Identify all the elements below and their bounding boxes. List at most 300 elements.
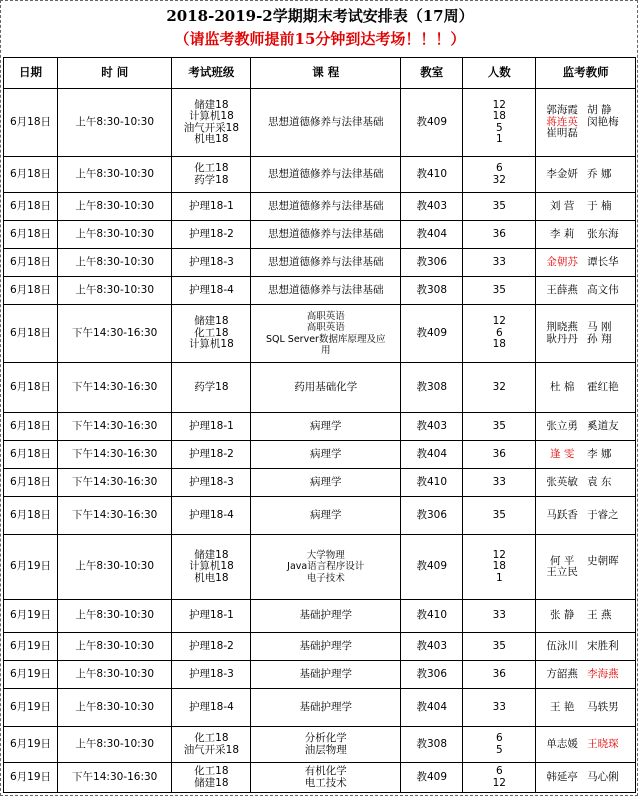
exam-date: 6月19日 xyxy=(4,763,58,793)
invigilator-name: 马轶男 xyxy=(587,700,619,713)
exam-courses xyxy=(251,600,401,633)
invigilators xyxy=(536,497,636,535)
exam-room: 教409 xyxy=(401,535,463,600)
invigilator-line xyxy=(537,334,634,346)
course-name: 电子技术 xyxy=(306,572,345,584)
course-name: SQL Server数据库原理及应 xyxy=(265,333,386,345)
exam-date: 6月18日 xyxy=(4,221,58,249)
exam-counts xyxy=(463,305,536,363)
student-count: 1 xyxy=(495,571,503,584)
class-name: 储建18 xyxy=(194,776,229,789)
exam-courses xyxy=(251,763,401,793)
class-name: 护理18-1 xyxy=(188,419,234,432)
invigilator-name: 宋胜利 xyxy=(587,639,619,652)
student-count: 18 xyxy=(492,338,506,351)
exam-room: 教404 xyxy=(401,441,463,469)
exam-counts xyxy=(463,277,536,305)
exam-counts xyxy=(463,535,536,600)
exam-time: 上午8:30-10:30 xyxy=(58,221,172,249)
course-name: 油层物理 xyxy=(304,743,347,756)
course-name: 用 xyxy=(320,345,331,356)
student-count: 18 xyxy=(492,110,506,122)
course-name: 思想道德修养与法律基础 xyxy=(267,115,384,128)
course-name: 思想道德修养与法律基础 xyxy=(267,255,384,268)
exam-courses xyxy=(251,363,401,413)
exam-counts xyxy=(463,469,536,497)
exam-courses xyxy=(251,535,401,600)
exam-courses xyxy=(251,249,401,277)
exam-room: 教403 xyxy=(401,193,463,221)
course-name: 基础护理学 xyxy=(299,667,352,680)
course-name: 思想道德修养与法律基础 xyxy=(267,167,384,180)
table-row xyxy=(4,535,636,600)
invigilator-name: 逢 雯 xyxy=(549,447,575,460)
invigilator-name: 张 静 xyxy=(549,609,575,622)
exam-courses xyxy=(251,727,401,763)
student-count: 33 xyxy=(492,255,506,268)
student-count: 35 xyxy=(492,199,506,212)
course-name: 药用基础化学 xyxy=(294,380,358,393)
notice-text: （请监考教师提前15分钟到达考场！！！） xyxy=(174,30,466,48)
invigilator-name: 奚道友 xyxy=(587,419,619,432)
invigilator-line xyxy=(537,610,634,622)
student-count: 35 xyxy=(492,639,506,652)
exam-date: 6月19日 xyxy=(4,689,58,727)
exam-time: 上午8:30-10:30 xyxy=(58,689,172,727)
invigilator-name: 马心俐 xyxy=(587,770,619,783)
invigilators xyxy=(536,689,636,727)
exam-classes xyxy=(172,157,251,193)
class-name: 护理18-2 xyxy=(188,447,234,460)
student-count: 32 xyxy=(492,380,506,393)
exam-time: 上午8:30-10:30 xyxy=(58,277,172,305)
table-row xyxy=(4,193,636,221)
exam-courses xyxy=(251,661,401,689)
exam-courses xyxy=(251,633,401,661)
invigilators xyxy=(536,363,636,413)
student-count: 35 xyxy=(492,283,506,296)
exam-courses xyxy=(251,221,401,249)
exam-courses xyxy=(251,689,401,727)
exam-counts xyxy=(463,633,536,661)
table-row xyxy=(4,157,636,193)
invigilator-line xyxy=(537,128,634,140)
invigilator-name: 李海燕 xyxy=(587,667,619,680)
page-title: 2018-2019-2学期期末考试安排表（17周） xyxy=(166,7,474,25)
invigilator-name: 单志媛 xyxy=(546,737,578,750)
exam-room: 教308 xyxy=(401,277,463,305)
table-row xyxy=(4,600,636,633)
exam-courses xyxy=(251,193,401,221)
invigilators xyxy=(536,305,636,363)
exam-courses xyxy=(251,441,401,469)
invigilator-name: 王薛燕 xyxy=(546,283,578,296)
exam-classes xyxy=(172,689,251,727)
exam-courses xyxy=(251,157,401,193)
exam-classes xyxy=(172,469,251,497)
exam-date: 6月19日 xyxy=(4,633,58,661)
exam-time: 下午14:30-16:30 xyxy=(58,763,172,793)
exam-classes xyxy=(172,600,251,633)
exam-classes xyxy=(172,221,251,249)
exam-counts xyxy=(463,363,536,413)
table-row xyxy=(4,763,636,793)
course-name: 思想道德修养与法律基础 xyxy=(267,227,384,240)
class-name: 护理18-3 xyxy=(188,475,234,488)
exam-date: 6月18日 xyxy=(4,497,58,535)
course-name: 病理学 xyxy=(309,419,342,432)
exam-date: 6月18日 xyxy=(4,363,58,413)
invigilator-line xyxy=(537,421,634,433)
invigilator-line xyxy=(537,510,634,522)
header-invigilator: 监考教师 xyxy=(536,58,636,89)
invigilator-name: 崔明磊 xyxy=(546,127,578,140)
course-name: 思想道德修养与法律基础 xyxy=(267,199,384,212)
invigilator-line xyxy=(537,322,634,334)
invigilator-name: 刘 营 xyxy=(549,199,575,212)
exam-classes xyxy=(172,249,251,277)
class-name: 油气开采18 xyxy=(183,121,240,134)
exam-classes xyxy=(172,727,251,763)
class-name: 储建18 xyxy=(194,548,229,561)
exam-classes xyxy=(172,535,251,600)
header-class: 考试班级 xyxy=(172,58,251,89)
invigilator-name: 马跃香 xyxy=(546,508,578,521)
exam-room: 教410 xyxy=(401,469,463,497)
course-name: Java语言程序设计 xyxy=(287,561,365,573)
exam-date: 6月18日 xyxy=(4,305,58,363)
invigilator-name: 霍红艳 xyxy=(587,380,619,393)
exam-room: 教410 xyxy=(401,157,463,193)
table-row xyxy=(4,305,636,363)
student-count: 6 xyxy=(495,326,503,339)
class-name: 药学18 xyxy=(194,173,229,186)
student-count: 1 xyxy=(495,133,503,145)
table-row xyxy=(4,221,636,249)
exam-room: 教409 xyxy=(401,89,463,157)
exam-time: 上午8:30-10:30 xyxy=(58,727,172,763)
class-name: 储建18 xyxy=(194,315,229,328)
invigilators xyxy=(536,89,636,157)
exam-room: 教404 xyxy=(401,221,463,249)
exam-room: 教306 xyxy=(401,497,463,535)
exam-room: 教403 xyxy=(401,413,463,441)
invigilator-name: 袁 东 xyxy=(587,475,612,488)
student-count: 6 xyxy=(495,732,503,744)
class-name: 化工18 xyxy=(194,326,229,339)
student-count: 12 xyxy=(492,548,506,561)
header-course: 课 程 xyxy=(251,58,401,89)
exam-date: 6月18日 xyxy=(4,413,58,441)
exam-time: 下午14:30-16:30 xyxy=(58,497,172,535)
exam-room: 教409 xyxy=(401,763,463,793)
exam-room: 教404 xyxy=(401,689,463,727)
exam-counts xyxy=(463,727,536,763)
invigilator-name: 韩延亭 xyxy=(546,770,578,783)
invigilator-line xyxy=(537,449,634,461)
exam-time: 上午8:30-10:30 xyxy=(58,535,172,600)
exam-counts xyxy=(463,600,536,633)
exam-classes xyxy=(172,763,251,793)
exam-counts xyxy=(463,413,536,441)
exam-counts xyxy=(463,89,536,157)
invigilator-name: 于 楠 xyxy=(587,199,612,212)
exam-room: 教306 xyxy=(401,661,463,689)
class-name: 护理18-3 xyxy=(188,667,234,680)
class-name: 护理18-3 xyxy=(188,255,234,268)
exam-counts xyxy=(463,157,536,193)
invigilator-name: 蒋连英 xyxy=(546,115,578,128)
invigilator-name: 谭长华 xyxy=(587,255,619,268)
course-name: 高职英语 xyxy=(306,310,345,322)
invigilator-name: 张东海 xyxy=(587,227,619,240)
table-row xyxy=(4,89,636,157)
invigilators xyxy=(536,221,636,249)
invigilator-name: 金朝苏 xyxy=(546,255,578,268)
exam-room: 教308 xyxy=(401,727,463,763)
class-name: 护理18-4 xyxy=(188,283,234,296)
invigilator-name: 王 艳 xyxy=(549,700,575,713)
student-count: 33 xyxy=(492,700,506,713)
exam-time: 上午8:30-10:30 xyxy=(58,661,172,689)
class-name: 护理18-1 xyxy=(188,609,234,622)
exam-date: 6月19日 xyxy=(4,535,58,600)
exam-courses xyxy=(251,469,401,497)
invigilator-line xyxy=(537,739,634,751)
exam-counts xyxy=(463,441,536,469)
invigilator-name: 李 莉 xyxy=(549,227,575,240)
invigilators xyxy=(536,249,636,277)
invigilator-name: 李金妍 xyxy=(546,167,578,180)
exam-time: 上午8:30-10:30 xyxy=(58,157,172,193)
table-row xyxy=(4,633,636,661)
exam-time: 下午14:30-16:30 xyxy=(58,413,172,441)
invigilators xyxy=(536,441,636,469)
table-row xyxy=(4,469,636,497)
invigilator-name: 史朝晖 xyxy=(587,554,619,567)
exam-date: 6月18日 xyxy=(4,249,58,277)
class-name: 机电18 xyxy=(194,133,229,145)
student-count: 12 xyxy=(492,315,506,328)
class-name: 药学18 xyxy=(194,380,229,393)
invigilator-line xyxy=(537,169,634,181)
course-name: 有机化学 xyxy=(304,765,347,777)
invigilator-line xyxy=(537,641,634,653)
student-count: 6 xyxy=(495,162,503,174)
class-name: 护理18-1 xyxy=(188,199,234,212)
exam-date: 6月19日 xyxy=(4,600,58,633)
exam-time: 上午8:30-10:30 xyxy=(58,600,172,633)
exam-classes xyxy=(172,661,251,689)
exam-room: 教306 xyxy=(401,249,463,277)
exam-date: 6月18日 xyxy=(4,469,58,497)
exam-courses xyxy=(251,305,401,363)
exam-classes xyxy=(172,89,251,157)
exam-schedule-table xyxy=(3,57,636,793)
course-name: 基础护理学 xyxy=(299,609,352,622)
exam-date: 6月18日 xyxy=(4,157,58,193)
course-name: 基础护理学 xyxy=(299,639,352,652)
student-count: 18 xyxy=(492,560,506,573)
header-time: 时 间 xyxy=(58,58,172,89)
student-count: 36 xyxy=(492,667,506,680)
exam-time: 上午8:30-10:30 xyxy=(58,249,172,277)
exam-classes xyxy=(172,305,251,363)
table-row xyxy=(4,497,636,535)
student-count: 12 xyxy=(492,98,506,111)
invigilator-name: 何 平 xyxy=(549,554,575,567)
table-row xyxy=(4,441,636,469)
invigilators xyxy=(536,727,636,763)
student-count: 35 xyxy=(492,419,506,432)
invigilators xyxy=(536,763,636,793)
exam-classes xyxy=(172,633,251,661)
course-name: 分析化学 xyxy=(304,732,347,744)
exam-date: 6月18日 xyxy=(4,441,58,469)
invigilator-name: 闵艳梅 xyxy=(587,115,619,128)
student-count: 6 xyxy=(495,765,503,777)
exam-time: 上午8:30-10:30 xyxy=(58,633,172,661)
exam-date: 6月19日 xyxy=(4,661,58,689)
invigilators xyxy=(536,633,636,661)
class-name: 护理18-2 xyxy=(188,639,234,652)
invigilator-line xyxy=(537,772,634,784)
class-name: 化工18 xyxy=(194,162,229,174)
exam-counts xyxy=(463,497,536,535)
exam-time: 下午14:30-16:30 xyxy=(58,305,172,363)
class-name: 机电18 xyxy=(194,571,229,584)
exam-room: 教308 xyxy=(401,363,463,413)
invigilator-name: 于睿之 xyxy=(587,508,619,521)
invigilator-name: 荆晓燕 xyxy=(546,321,578,333)
exam-time: 下午14:30-16:30 xyxy=(58,441,172,469)
exam-courses xyxy=(251,497,401,535)
invigilator-line xyxy=(537,257,634,269)
exam-courses xyxy=(251,89,401,157)
student-count: 35 xyxy=(492,508,506,521)
exam-date: 6月19日 xyxy=(4,727,58,763)
header-row xyxy=(4,58,636,89)
student-count: 36 xyxy=(492,227,506,240)
exam-classes xyxy=(172,497,251,535)
invigilators xyxy=(536,600,636,633)
exam-date: 6月18日 xyxy=(4,89,58,157)
student-count: 5 xyxy=(495,121,503,134)
table-row xyxy=(4,661,636,689)
course-name: 基础护理学 xyxy=(299,700,352,713)
invigilator-name: 高文伟 xyxy=(587,283,619,296)
invigilator-name: 王立民 xyxy=(546,566,578,578)
class-name: 计算机18 xyxy=(188,110,234,122)
exam-counts xyxy=(463,221,536,249)
table-row xyxy=(4,689,636,727)
exam-room: 教409 xyxy=(401,305,463,363)
student-count: 5 xyxy=(495,743,503,756)
student-count: 32 xyxy=(492,173,506,186)
exam-counts xyxy=(463,249,536,277)
table-row xyxy=(4,277,636,305)
exam-classes xyxy=(172,413,251,441)
exam-time: 下午14:30-16:30 xyxy=(58,363,172,413)
table-row xyxy=(4,727,636,763)
invigilators xyxy=(536,157,636,193)
invigilator-name: 乔 娜 xyxy=(587,167,612,180)
class-name: 护理18-4 xyxy=(188,508,234,521)
exam-classes xyxy=(172,277,251,305)
header-date: 日期 xyxy=(4,58,58,89)
exam-counts xyxy=(463,689,536,727)
invigilator-name: 胡 静 xyxy=(587,104,612,117)
exam-classes xyxy=(172,441,251,469)
invigilator-line xyxy=(537,477,634,489)
invigilator-name: 方韶燕 xyxy=(546,667,578,680)
class-name: 油气开采18 xyxy=(183,743,240,756)
invigilator-line xyxy=(537,229,634,241)
exam-counts xyxy=(463,763,536,793)
exam-room: 教410 xyxy=(401,600,463,633)
class-name: 护理18-2 xyxy=(188,227,234,240)
course-name: 高职英语 xyxy=(306,322,345,333)
class-name: 储建18 xyxy=(194,98,229,111)
invigilator-line xyxy=(537,702,634,714)
invigilators xyxy=(536,277,636,305)
invigilators xyxy=(536,535,636,600)
table-row xyxy=(4,249,636,277)
invigilator-name: 郭海霞 xyxy=(546,104,578,117)
invigilator-name: 王 燕 xyxy=(587,609,612,622)
exam-courses xyxy=(251,277,401,305)
course-name: 病理学 xyxy=(309,475,342,488)
invigilators xyxy=(536,469,636,497)
invigilator-name: 马 刚 xyxy=(587,321,612,333)
invigilator-line xyxy=(537,382,634,394)
invigilator-name: 李 娜 xyxy=(587,447,612,460)
exam-date: 6月18日 xyxy=(4,277,58,305)
table-row xyxy=(4,363,636,413)
invigilator-line xyxy=(537,669,634,681)
course-name: 大学物理 xyxy=(306,549,345,561)
invigilator-name: 耿丹丹 xyxy=(546,332,578,345)
course-name: 病理学 xyxy=(309,508,342,521)
class-name: 计算机18 xyxy=(188,338,234,351)
class-name: 护理18-4 xyxy=(188,700,234,713)
course-name: 电工技术 xyxy=(304,776,347,789)
exam-time: 上午8:30-10:30 xyxy=(58,193,172,221)
invigilator-name: 孙 翔 xyxy=(587,332,612,345)
class-name: 计算机18 xyxy=(188,560,234,573)
course-name: 病理学 xyxy=(309,447,342,460)
invigilator-name: 张英敏 xyxy=(546,475,578,488)
header-count: 人数 xyxy=(463,58,536,89)
header-room: 教室 xyxy=(401,58,463,89)
invigilators xyxy=(536,661,636,689)
invigilator-name: 杜 棉 xyxy=(549,380,575,393)
invigilator-name: 张立勇 xyxy=(546,419,578,432)
exam-time: 上午8:30-10:30 xyxy=(58,89,172,157)
student-count: 36 xyxy=(492,447,506,460)
exam-room: 教403 xyxy=(401,633,463,661)
invigilators xyxy=(536,193,636,221)
exam-time: 下午14:30-16:30 xyxy=(58,469,172,497)
class-name: 化工18 xyxy=(194,732,229,744)
course-name: 思想道德修养与法律基础 xyxy=(267,283,384,296)
exam-date: 6月18日 xyxy=(4,193,58,221)
exam-classes xyxy=(172,193,251,221)
invigilators xyxy=(536,413,636,441)
invigilator-name: 王晓琛 xyxy=(587,737,619,750)
student-count: 33 xyxy=(492,475,506,488)
invigilator-line xyxy=(537,201,634,213)
